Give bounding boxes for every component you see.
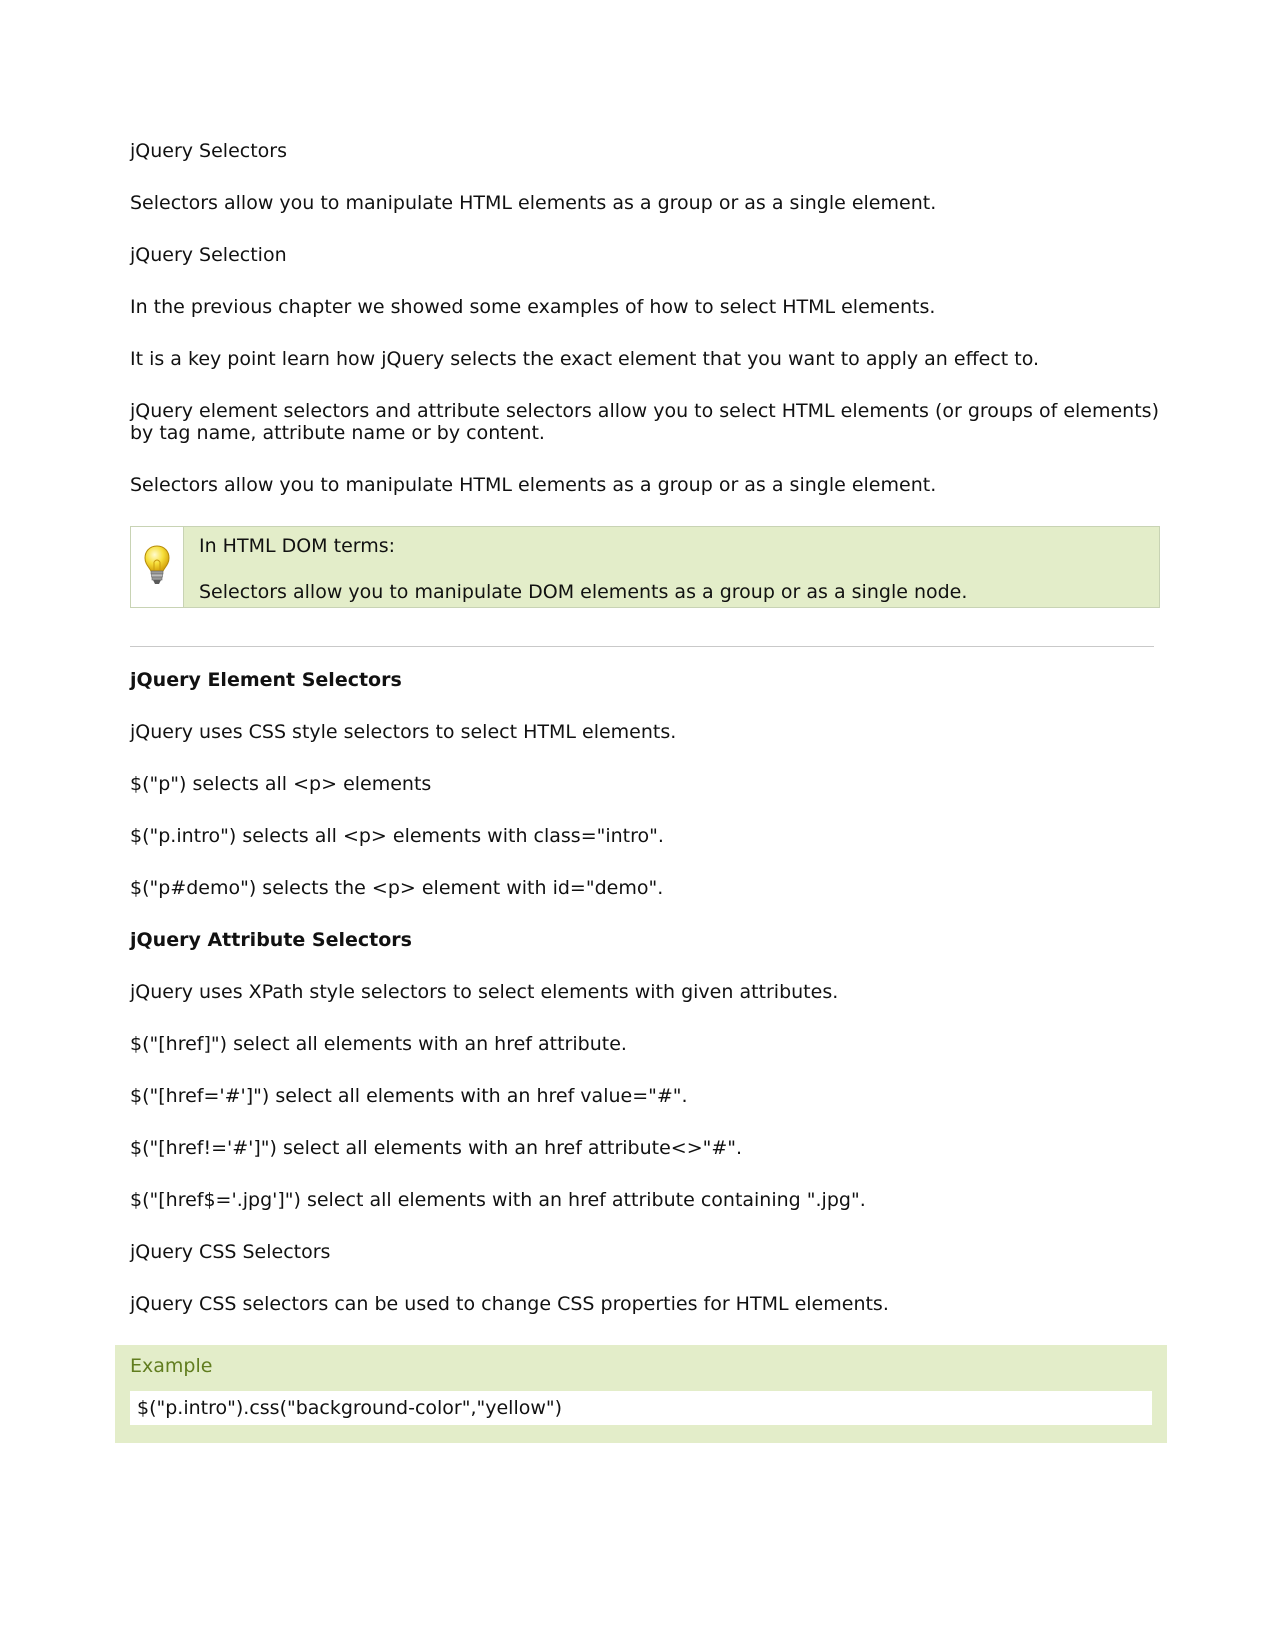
selector-example: $("[href='#']") select all elements with an href value="#". bbox=[130, 1085, 688, 1107]
lightbulb-icon bbox=[143, 544, 171, 590]
selector-example: $("[href$='.jpg']") select all elements with an href attribute containing ".jpg". bbox=[130, 1189, 866, 1211]
paragraph: Selectors allow you to manipulate HTML elements as a group or as a single element. bbox=[130, 474, 937, 496]
paragraph: jQuery uses CSS style selectors to select HTML elements. bbox=[130, 721, 677, 743]
page-title: jQuery Selectors bbox=[130, 140, 288, 162]
tip-body bbox=[184, 527, 1159, 607]
divider bbox=[130, 646, 1154, 647]
paragraph: jQuery CSS selectors can be used to change CSS properties for HTML elements. bbox=[130, 1293, 889, 1315]
selector-example: $("p#demo") selects the <p> element with id="demo". bbox=[130, 877, 664, 899]
tip-icon-cell bbox=[131, 527, 184, 607]
paragraph: It is a key point learn how jQuery selects the exact element that you want to apply an effect to. bbox=[130, 348, 1040, 370]
section-heading-attribute: jQuery Attribute Selectors bbox=[130, 929, 412, 951]
selector-example: $("p") selects all <p> elements bbox=[130, 773, 432, 795]
selector-example: $("[href!='#']") select all elements with an href attribute<>"#". bbox=[130, 1137, 743, 1159]
section-title-css: jQuery CSS Selectors bbox=[130, 1241, 331, 1263]
tip-heading: In HTML DOM terms: bbox=[199, 535, 396, 557]
paragraph: jQuery uses XPath style selectors to select elements with given attributes. bbox=[130, 981, 839, 1003]
selector-example: $("[href]") select all elements with an href attribute. bbox=[130, 1033, 627, 1055]
example-code: $("p.intro").css("background-color","yellow") bbox=[130, 1391, 1152, 1425]
section-title-selection: jQuery Selection bbox=[130, 244, 287, 266]
tip-text: Selectors allow you to manipulate DOM elements as a group or as a single node. bbox=[199, 581, 968, 603]
tip-box bbox=[130, 526, 1160, 608]
document-page bbox=[130, 140, 1160, 1345]
section-heading-element: jQuery Element Selectors bbox=[130, 669, 402, 691]
example-box bbox=[115, 1345, 1167, 1443]
example-title: Example bbox=[130, 1355, 213, 1377]
paragraph: Selectors allow you to manipulate HTML elements as a group or as a single element. bbox=[130, 192, 937, 214]
selector-example: $("p.intro") selects all <p> elements with class="intro". bbox=[130, 825, 664, 847]
paragraph: jQuery element selectors and attribute selectors allow you to select HTML elements (or groups of elements) by tag name, attribute name or by content. bbox=[130, 400, 1159, 444]
paragraph: In the previous chapter we showed some examples of how to select HTML elements. bbox=[130, 296, 936, 318]
